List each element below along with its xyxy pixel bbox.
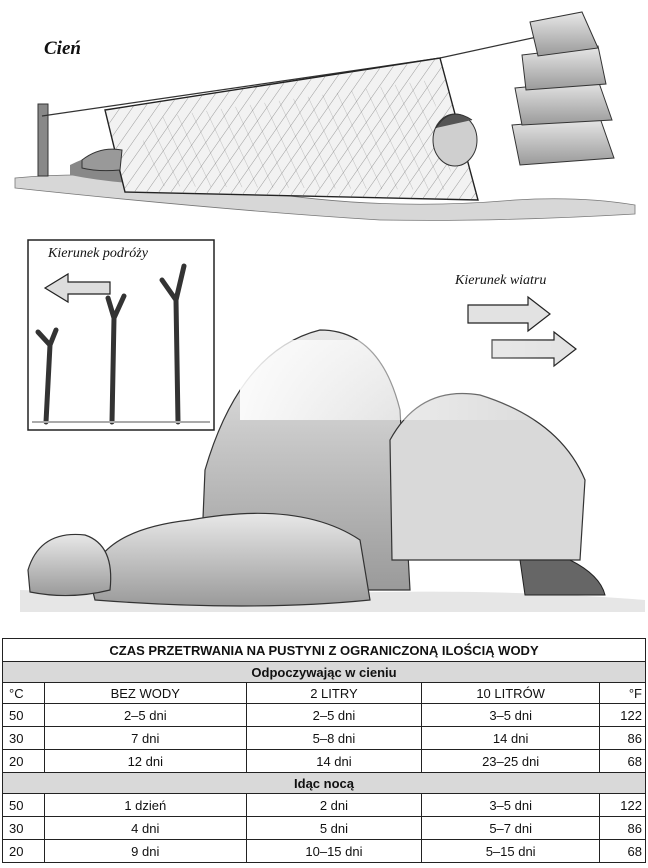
section-rest-header: Odpoczywając w cieniu <box>3 662 646 683</box>
section-header-row <box>3 662 646 683</box>
cell-celsius: 50 <box>3 794 45 817</box>
table-row <box>3 817 646 840</box>
cell-2-liters: 14 dni <box>246 750 422 773</box>
cell-10-liters: 23–25 dni <box>422 750 600 773</box>
table-row <box>3 727 646 750</box>
cell-no-water: 9 dni <box>44 840 246 863</box>
travel-direction-label: Kierunek podróży <box>48 246 148 261</box>
cell-2-liters: 2 dni <box>246 794 422 817</box>
cell-fahrenheit: 68 <box>600 840 646 863</box>
rock-pile <box>512 12 614 165</box>
column-header-row <box>3 683 646 704</box>
cell-fahrenheit: 86 <box>600 817 646 840</box>
cell-no-water: 12 dni <box>44 750 246 773</box>
travel-direction-inset <box>28 240 214 430</box>
cell-celsius: 20 <box>3 750 45 773</box>
cell-fahrenheit: 122 <box>600 704 646 727</box>
cell-celsius: 50 <box>3 704 45 727</box>
cell-no-water: 2–5 dni <box>44 704 246 727</box>
column-header-fahrenheit: °F <box>600 683 646 704</box>
shade-caption: Cień <box>44 38 81 59</box>
column-header-celsius: °C <box>3 683 45 704</box>
cell-celsius: 30 <box>3 817 45 840</box>
cell-no-water: 7 dni <box>44 727 246 750</box>
cell-2-liters: 5–8 dni <box>246 727 422 750</box>
table-title: CZAS PRZETRWANIA NA PUSTYNI Z OGRANICZONĄ ILOŚCIĄ WODY <box>3 639 646 662</box>
cell-no-water: 4 dni <box>44 817 246 840</box>
shade-shelter-illustration <box>15 12 635 220</box>
cell-2-liters: 2–5 dni <box>246 704 422 727</box>
cell-no-water: 1 dzień <box>44 794 246 817</box>
column-header-no-water: BEZ WODY <box>44 683 246 704</box>
cell-fahrenheit: 68 <box>600 750 646 773</box>
table-row <box>3 704 646 727</box>
table-title-row <box>3 639 646 662</box>
cell-fahrenheit: 122 <box>600 794 646 817</box>
table-row <box>3 794 646 817</box>
cell-10-liters: 5–7 dni <box>422 817 600 840</box>
wind-direction-label: Kierunek wiatru <box>455 273 547 288</box>
cell-10-liters: 14 dni <box>422 727 600 750</box>
cell-10-liters: 3–5 dni <box>422 794 600 817</box>
column-header-2-liters: 2 LITRY <box>246 683 422 704</box>
cell-2-liters: 5 dni <box>246 817 422 840</box>
cell-celsius: 20 <box>3 840 45 863</box>
cell-10-liters: 5–15 dni <box>422 840 600 863</box>
cell-2-liters: 10–15 dni <box>246 840 422 863</box>
right-arrow-icon <box>468 297 550 331</box>
cell-celsius: 30 <box>3 727 45 750</box>
survival-table <box>2 638 646 863</box>
section-header-row <box>3 773 646 794</box>
table-row <box>3 750 646 773</box>
table-row <box>3 840 646 863</box>
cell-fahrenheit: 86 <box>600 727 646 750</box>
cell-10-liters: 3–5 dni <box>422 704 600 727</box>
section-night-header: Idąc nocą <box>3 773 646 794</box>
column-header-10-liters: 10 LITRÓW <box>422 683 600 704</box>
